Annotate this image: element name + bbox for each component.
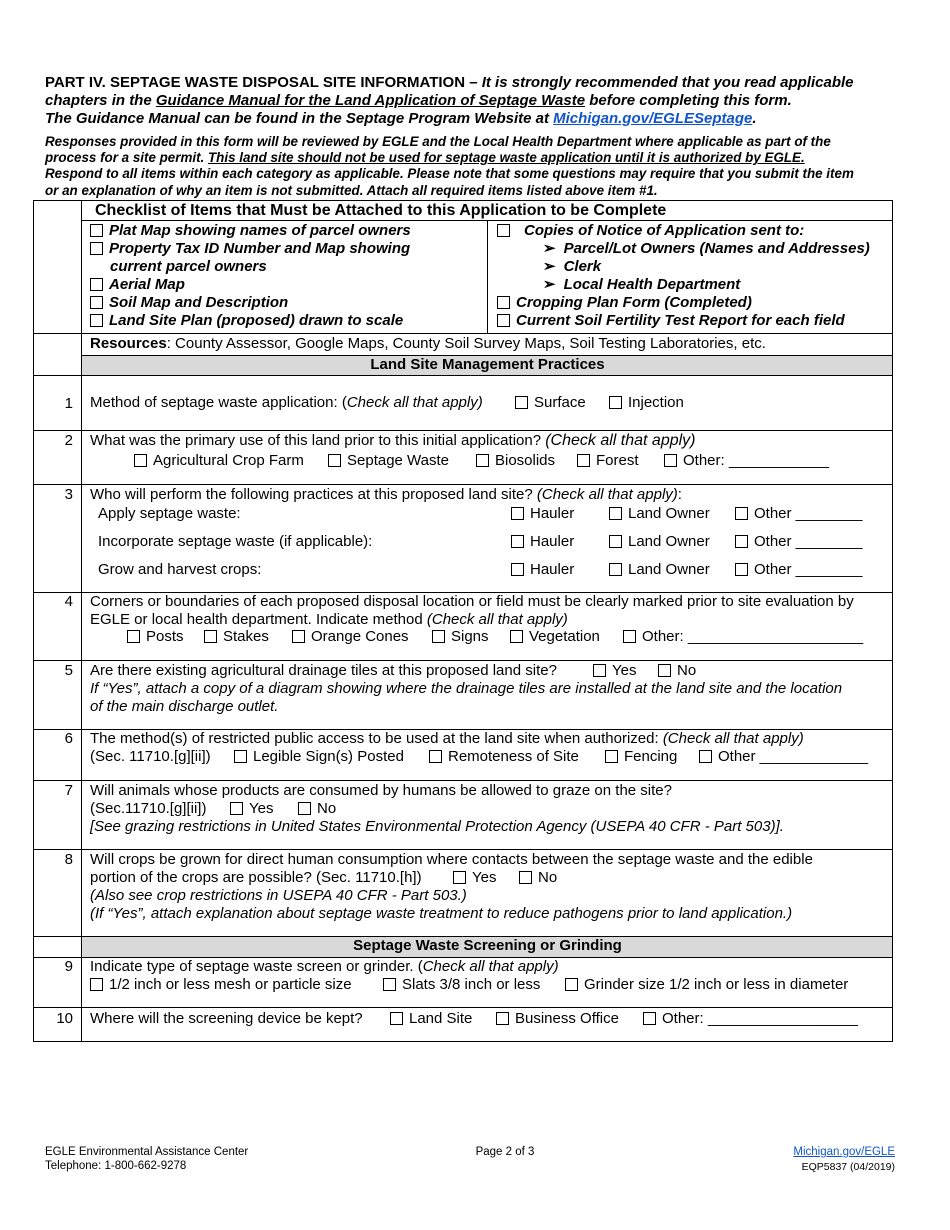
question-5-text: Are there existing agricultural drainage tiles at this proposed land site?	[90, 662, 557, 679]
question-5-note-cont: of the main discharge outlet.	[90, 698, 279, 715]
q2-forest-option[interactable]: Forest	[577, 452, 639, 470]
checkbox[interactable]	[432, 630, 445, 643]
q3-hauler-option[interactable]: Hauler	[511, 505, 574, 523]
q3-landowner-option[interactable]: Land Owner	[609, 533, 710, 551]
checkbox[interactable]	[658, 664, 671, 677]
footer-phone: Telephone: 1-800-662-9278	[45, 1160, 187, 1172]
arrow-bullet-icon: ➢	[543, 276, 556, 293]
q1-surface-option[interactable]: Surface	[515, 394, 586, 412]
q3-hauler-option[interactable]: Hauler	[511, 561, 574, 579]
q3-row-label: Grow and harvest crops:	[98, 561, 262, 578]
q3-row-label: Apply septage waste:	[98, 505, 241, 522]
question-number: 8	[64, 851, 73, 868]
question-1-text: Method of septage waste application: (Check all that apply)	[90, 394, 483, 411]
q3-other-option[interactable]: Other ________	[735, 533, 862, 551]
checkbox[interactable]	[230, 802, 243, 815]
q3-landowner-option[interactable]: Land Owner	[609, 505, 710, 523]
q4-other-option[interactable]: Other: _____________________	[623, 628, 863, 646]
checkbox[interactable]	[735, 507, 748, 520]
q9-mesh-option[interactable]: 1/2 inch or less mesh or particle size	[90, 976, 352, 994]
checkbox[interactable]	[510, 630, 523, 643]
question-8-note: (Also see crop restrictions in USEPA 40 CFR - Part 503.)	[90, 887, 467, 904]
egle-website-link[interactable]: Michigan.gov/EGLE	[793, 1146, 895, 1158]
notice-clerk: ➢ Clerk	[543, 258, 602, 275]
question-4-line2: EGLE or local health department. Indicate method (Check all that apply)	[90, 611, 568, 628]
form-table	[33, 200, 893, 1042]
q6-remoteness-option[interactable]: Remoteness of Site	[429, 748, 579, 766]
checkbox[interactable]	[90, 314, 103, 327]
question-8-text: Will crops be grown for direct human consumption where contacts between the septage waste and the edible	[90, 851, 813, 868]
checklist-title: Checklist of Items that Must be Attached to this Application to be Complete	[95, 202, 667, 219]
checkbox[interactable]	[609, 507, 622, 520]
guidance-manual-title: Guidance Manual for the Land Application of Septage Waste	[155, 92, 586, 109]
q10-other-option[interactable]: Other: __________________	[643, 1010, 858, 1028]
checkbox[interactable]	[90, 278, 103, 291]
checklist-soil-fertility[interactable]: Current Soil Fertility Test Report for each field	[497, 312, 845, 330]
resources-row: Resources: County Assessor, Google Maps, County Soil Survey Maps, Soil Testing Laboratories, etc.	[90, 335, 766, 352]
arrow-bullet-icon: ➢	[543, 258, 556, 275]
header-line-1: PART IV. SEPTAGE WASTE DISPOSAL SITE INFORMATION – It is strongly recommended that you read applicable	[45, 74, 854, 91]
question-number: 10	[56, 1010, 73, 1027]
q9-slats-option[interactable]: Slats 3/8 inch or less	[383, 976, 540, 994]
septage-website-link[interactable]: Michigan.gov/EGLESeptage	[553, 110, 753, 127]
q4-signs-option[interactable]: Signs	[432, 628, 489, 646]
checkbox[interactable]	[609, 396, 622, 409]
question-8-note-cont: (If “Yes”, attach explanation about septage waste treatment to reduce pathogens prior to land application.)	[90, 905, 793, 922]
question-number: 4	[64, 593, 73, 610]
q5-yes-option[interactable]: Yes	[593, 662, 636, 680]
section-land-management: Land Site Management Practices	[370, 356, 605, 373]
question-9-text: Indicate type of septage waste screen or grinder. (Check all that apply)	[90, 958, 559, 975]
q7-no-option[interactable]: No	[298, 800, 336, 818]
checkbox[interactable]	[511, 507, 524, 520]
question-2-text: What was the primary use of this land prior to this initial application? (Check all that apply)	[90, 432, 696, 449]
question-10-text: Where will the screening device be kept?	[90, 1010, 363, 1027]
q3-row-label: Incorporate septage waste (if applicable):	[98, 533, 373, 550]
checkbox[interactable]	[643, 1012, 656, 1025]
q4-vegetation-option[interactable]: Vegetation	[510, 628, 600, 646]
checkbox[interactable]	[699, 750, 712, 763]
checkbox[interactable]	[292, 630, 305, 643]
checklist-plat-map[interactable]: Plat Map showing names of parcel owners	[90, 222, 411, 240]
question-3-text: Who will perform the following practices at this proposed land site? (Check all that apply):	[90, 486, 682, 503]
q6-signs-option[interactable]: Legible Sign(s) Posted	[234, 748, 404, 766]
question-number: 9	[64, 958, 73, 975]
checkbox[interactable]	[605, 750, 618, 763]
question-6-text: The method(s) of restricted public access to be used at the land site when authorized: (Check all that apply)	[90, 730, 804, 747]
question-number: 1	[64, 395, 73, 412]
notice-parcel-owners: ➢ Parcel/Lot Owners (Names and Addresses)	[543, 240, 870, 257]
checkbox[interactable]	[127, 630, 140, 643]
question-number: 7	[64, 782, 73, 799]
question-5-note: If “Yes”, attach a copy of a diagram showing where the drainage tiles are installed at the land site and the location	[90, 680, 843, 697]
form-header	[45, 74, 905, 128]
checkbox[interactable]	[496, 1012, 509, 1025]
checklist-tax-id[interactable]: Property Tax ID Number and Map showing	[90, 240, 410, 258]
q5-no-option[interactable]: No	[658, 662, 696, 680]
checkbox[interactable]	[609, 563, 622, 576]
question-number: 5	[64, 662, 73, 679]
q8-yes-option[interactable]: Yes	[453, 869, 496, 887]
q3-hauler-option[interactable]: Hauler	[511, 533, 574, 551]
q6-other-option[interactable]: Other _____________	[699, 748, 868, 766]
q3-other-option[interactable]: Other ________	[735, 505, 862, 523]
page-number: Page 2 of 3	[475, 1146, 535, 1158]
q2-septage-option[interactable]: Septage Waste	[328, 452, 449, 470]
header-line-3: The Guidance Manual can be found in the Septage Program Website at Michigan.gov/EGLESeptage.	[45, 110, 757, 127]
q6-fencing-option[interactable]: Fencing	[605, 748, 677, 766]
checklist-aerial-map[interactable]: Aerial Map	[90, 276, 185, 294]
q3-other-option[interactable]: Other ________	[735, 561, 862, 579]
q3-landowner-option[interactable]: Land Owner	[609, 561, 710, 579]
instructions-paragraph: Responses provided in this form will be reviewed by EGLE and the Local Health Department where applicable as part of the process for a site permit. This land site should not be used for septage waste application until it is authorized by EGLE. Respond to all items within each category as applicable. Please note that some questions may require that you submit the item or an explanation of why an item is not submitted. Attach all required items listed above item #1.	[45, 134, 854, 198]
checkbox[interactable]	[623, 630, 636, 643]
checklist-notice-copies[interactable]: Copies of Notice of Application sent to:	[497, 222, 804, 240]
q4-posts-option[interactable]: Posts	[127, 628, 184, 646]
checkbox[interactable]	[429, 750, 442, 763]
checkbox[interactable]	[511, 563, 524, 576]
checkbox[interactable]	[515, 396, 528, 409]
checklist-tax-id-cont: current parcel owners	[110, 258, 267, 275]
checkbox[interactable]	[383, 978, 396, 991]
checklist-land-site-plan[interactable]: Land Site Plan (proposed) drawn to scale	[90, 312, 403, 330]
checkbox[interactable]	[735, 563, 748, 576]
question-6-ref: (Sec. 11710.[g][ii])	[90, 748, 211, 765]
checkbox[interactable]	[234, 750, 247, 763]
checklist-soil-map[interactable]: Soil Map and Description	[90, 294, 288, 312]
q9-grinder-option[interactable]: Grinder size 1/2 inch or less in diameter	[565, 976, 848, 994]
form-number: EQP5837 (04/2019)	[801, 1161, 895, 1173]
q4-stakes-option[interactable]: Stakes	[204, 628, 269, 646]
q10-land-site-option[interactable]: Land Site	[390, 1010, 472, 1028]
checkbox[interactable]	[735, 535, 748, 548]
question-7-note: [See grazing restrictions in United States Environmental Protection Agency (USEPA 40 CFR - Part 503)].	[90, 818, 784, 835]
checkbox[interactable]	[565, 978, 578, 991]
checkbox[interactable]	[497, 224, 510, 237]
checkbox[interactable]	[577, 454, 590, 467]
q4-orange-cones-option[interactable]: Orange Cones	[292, 628, 409, 646]
question-number: 3	[64, 486, 73, 503]
q2-ag-crop-option[interactable]: Agricultural Crop Farm	[134, 452, 304, 470]
checkbox[interactable]	[204, 630, 217, 643]
checkbox[interactable]	[609, 535, 622, 548]
checkbox[interactable]	[134, 454, 147, 467]
question-number: 6	[64, 730, 73, 747]
checkbox[interactable]	[328, 454, 341, 467]
q10-business-office-option[interactable]: Business Office	[496, 1010, 619, 1028]
header-line-2: chapters in the Guidance Manual for the Land Application of Septage Waste before completing this form.	[45, 92, 792, 109]
footer-org: EGLE Environmental Assistance Center	[45, 1146, 249, 1158]
checkbox[interactable]	[90, 224, 103, 237]
question-7-text: Will animals whose products are consumed by humans be allowed to graze on the site?	[90, 782, 672, 799]
question-number: 2	[64, 432, 73, 449]
checkbox[interactable]	[511, 535, 524, 548]
q2-biosolids-option[interactable]: Biosolids	[476, 452, 555, 470]
checkbox[interactable]	[476, 454, 489, 467]
checkbox[interactable]	[664, 454, 677, 467]
checkbox[interactable]	[90, 978, 103, 991]
question-8-text-cont: portion of the crops are possible? (Sec. 11710.[h])	[90, 869, 422, 886]
q1-injection-option[interactable]: Injection	[609, 394, 684, 412]
notice-health-dept: ➢ Local Health Department	[543, 276, 741, 293]
checkbox[interactable]	[593, 664, 606, 677]
checkbox[interactable]	[519, 871, 532, 884]
q8-no-option[interactable]: No	[519, 869, 557, 887]
arrow-bullet-icon: ➢	[543, 240, 556, 257]
checkbox[interactable]	[298, 802, 311, 815]
question-4-line1: Corners or boundaries of each proposed disposal location or field must be clearly marked prior to site evaluation by	[90, 593, 854, 610]
checkbox[interactable]	[497, 314, 510, 327]
question-7-ref: (Sec.11710.[g][ii])	[90, 800, 207, 817]
checkbox[interactable]	[90, 242, 103, 255]
section-screening: Septage Waste Screening or Grinding	[353, 937, 622, 954]
checkbox[interactable]	[90, 296, 103, 309]
checkbox[interactable]	[497, 296, 510, 309]
checkbox[interactable]	[453, 871, 466, 884]
q7-yes-option[interactable]: Yes	[230, 800, 273, 818]
checklist-cropping-plan[interactable]: Cropping Plan Form (Completed)	[497, 294, 752, 312]
checkbox[interactable]	[390, 1012, 403, 1025]
q2-other-option[interactable]: Other: ____________	[664, 452, 829, 470]
